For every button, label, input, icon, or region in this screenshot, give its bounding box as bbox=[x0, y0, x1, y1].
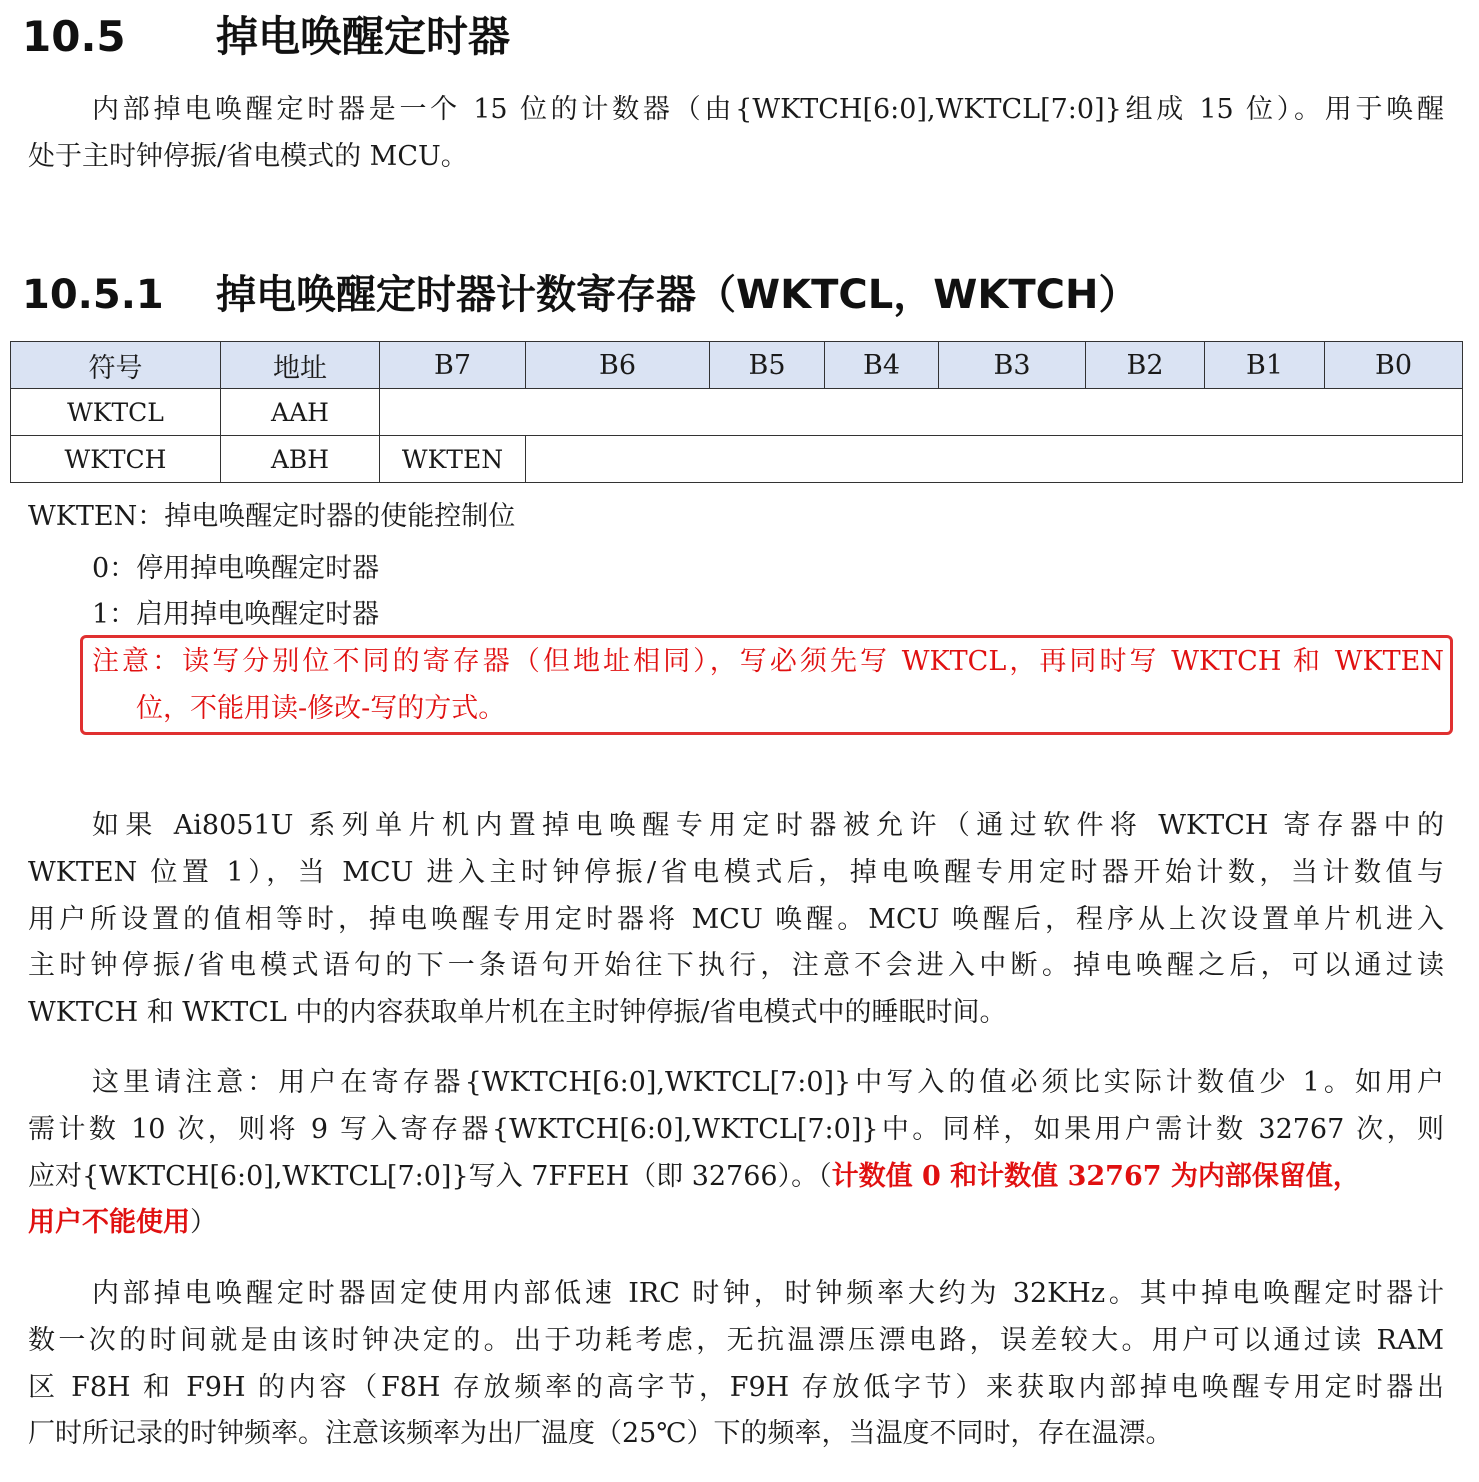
cell-symbol: WKTCH bbox=[11, 436, 221, 483]
para1-line-4: 主时钟停振/省电模式语句的下一条语句开始往下执行，注意不会进入中断。掉电唤醒之后，可以通过读 bbox=[28, 950, 1444, 981]
section-title: 掉电唤醒定时器 bbox=[216, 12, 511, 61]
header-b1: B1 bbox=[1205, 342, 1325, 389]
header-symbol: 符号 bbox=[11, 342, 221, 389]
para2-line-4-text: ） bbox=[190, 1207, 217, 1238]
para3-line-3: 区 F8H 和 F9H 的内容（F8H 存放频率的高字节，F9H 存放低字节）来获取内部掉电唤醒专用定时器出 bbox=[28, 1372, 1444, 1403]
subsection-number: 10.5.1 bbox=[22, 272, 164, 318]
para2-line-3-text: 应对{WKTCH[6:0],WKTCL[7:0]}写入 7FFEH（即 32766）。（ bbox=[28, 1161, 832, 1192]
para1-line-2: WKTEN 位置 1），当 MCU 进入主时钟停振/省电模式后，掉电唤醒专用定时器开始计数，当计数值与 bbox=[28, 857, 1444, 888]
wkten-opt0: 0：停用掉电唤醒定时器 bbox=[92, 553, 380, 584]
cell-address: ABH bbox=[221, 436, 380, 483]
wkten-opt1: 1：启用掉电唤醒定时器 bbox=[92, 599, 380, 630]
section-number: 10.5 bbox=[22, 12, 126, 61]
cell-bits-empty bbox=[380, 389, 1463, 436]
para2-line-3 bbox=[28, 1153, 1360, 1200]
para3-line-2: 数一次的时间就是由该时钟决定的。出于功耗考虑，无抗温漂压漂电路，误差较大。用户可以通过读 RAM bbox=[28, 1325, 1444, 1356]
para1-line-3: 用户所设置的值相等时，掉电唤醒专用定时器将 MCU 唤醒。MCU 唤醒后，程序从上次设置单片机进入 bbox=[28, 904, 1444, 935]
reserved-values-note: 计数值 0 和计数值 32767 为内部保留值， bbox=[831, 1161, 1360, 1192]
header-b6: B6 bbox=[526, 342, 710, 389]
para2-line-1: 这里请注意：用户在寄存器{WKTCH[6:0],WKTCL[7:0]}中写入的值必须比实际计数值少 1。如用户 bbox=[92, 1067, 1444, 1098]
register-table bbox=[10, 341, 1463, 483]
para2-line-2: 需计数 10 次，则将 9 写入寄存器{WKTCH[6:0],WKTCL[7:0]}中。同样，如果用户需计数 32767 次，则 bbox=[28, 1114, 1444, 1145]
wkten-desc: WKTEN：掉电唤醒定时器的使能控制位 bbox=[28, 501, 516, 532]
header-b0: B0 bbox=[1325, 342, 1463, 389]
intro-line-2: 处于主时钟停振/省电模式的 MCU。 bbox=[28, 141, 468, 172]
header-b5: B5 bbox=[710, 342, 825, 389]
header-b4: B4 bbox=[825, 342, 939, 389]
table-row bbox=[11, 389, 1463, 436]
subsection-title: 掉电唤醒定时器计数寄存器（WKTCL，WKTCH） bbox=[216, 272, 1139, 318]
intro-line-1: 内部掉电唤醒定时器是一个 15 位的计数器（由{WKTCH[6:0],WKTCL[7:0]}组成 15 位）。用于唤醒 bbox=[92, 94, 1444, 125]
para3-line-1: 内部掉电唤醒定时器固定使用内部低速 IRC 时钟，时钟频率大约为 32KHz。其中掉电唤醒定时器计 bbox=[92, 1278, 1444, 1309]
note-line-1: 注意：读写分别位不同的寄存器（但地址相同），写必须先写 WKTCL，再同时写 WKTCH 和 WKTEN bbox=[92, 646, 1444, 677]
table-header-row bbox=[11, 342, 1463, 389]
cell-address: AAH bbox=[221, 389, 380, 436]
cell-b7: WKTEN bbox=[380, 436, 526, 483]
reserved-values-note-end: 用户不能使用 bbox=[28, 1207, 190, 1238]
para1-line-1: 如果 Ai8051U 系列单片机内置掉电唤醒专用定时器被允许（通过软件将 WKTCH 寄存器中的 bbox=[92, 810, 1444, 841]
header-address: 地址 bbox=[221, 342, 380, 389]
para1-line-5: WKTCH 和 WKTCL 中的内容获取单片机在主时钟停振/省电模式中的睡眠时间。 bbox=[28, 997, 1007, 1028]
cell-bits-empty bbox=[526, 436, 1463, 483]
cell-symbol: WKTCL bbox=[11, 389, 221, 436]
table-row bbox=[11, 436, 1463, 483]
header-b2: B2 bbox=[1086, 342, 1205, 389]
para3-line-4: 厂时所记录的时钟频率。注意该频率为出厂温度（25℃）下的频率，当温度不同时，存在温漂。 bbox=[28, 1418, 1173, 1449]
header-b3: B3 bbox=[939, 342, 1086, 389]
note-line-2: 位，不能用读-修改-写的方式。 bbox=[136, 693, 506, 724]
para2-line-4 bbox=[28, 1199, 217, 1246]
header-b7: B7 bbox=[380, 342, 526, 389]
